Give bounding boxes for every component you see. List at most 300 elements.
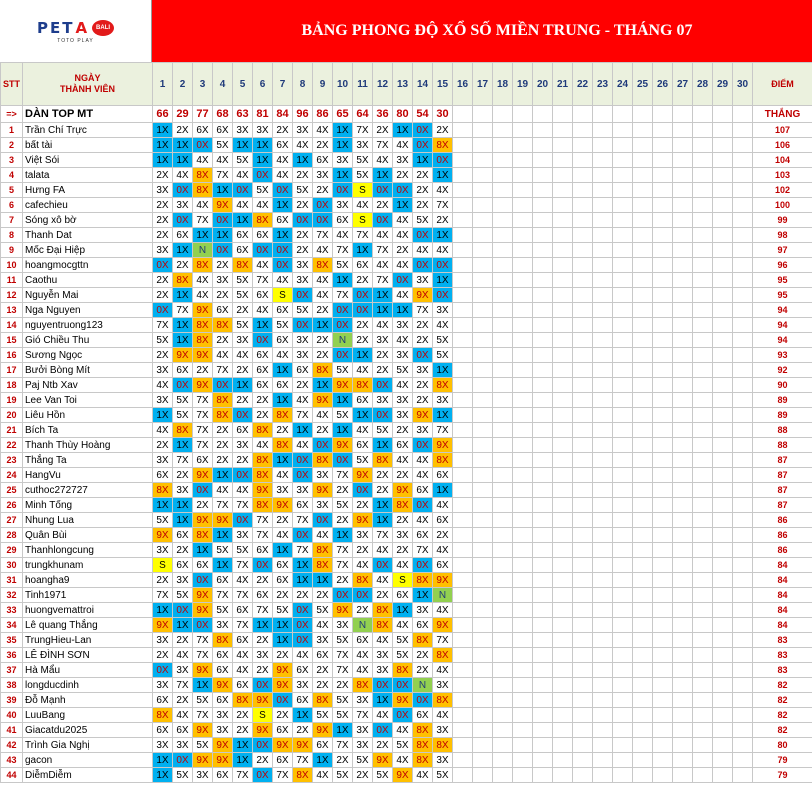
day-cell: 8X [313, 453, 333, 468]
day-cell [693, 708, 713, 723]
day-cell: 6X [353, 438, 373, 453]
day-cell: 2X [153, 228, 173, 243]
day-cell: 3X [153, 453, 173, 468]
day-cell: 1X [253, 138, 273, 153]
day-cell: 2X [373, 468, 393, 483]
day-cell [653, 723, 673, 738]
member-name: LuuBang [23, 708, 153, 723]
day-cell: 2X [373, 738, 393, 753]
day-cell [633, 453, 653, 468]
day-cell [513, 768, 533, 783]
day-cell [613, 768, 633, 783]
day-cell: 1X [153, 603, 173, 618]
day-cell: 2X [413, 648, 433, 663]
day-cell: 2X [233, 303, 253, 318]
row-stt: 30 [1, 558, 23, 573]
day-cell [693, 168, 713, 183]
day-cell: 6X [273, 558, 293, 573]
day-cell [673, 198, 693, 213]
day-cell: 5X [233, 273, 253, 288]
day-cell [733, 498, 753, 513]
day-cell: 3X [353, 138, 373, 153]
day-cell [693, 423, 713, 438]
row-score: 103 [753, 168, 812, 183]
day-cell: 5X [393, 363, 413, 378]
header-day-7: 7 [273, 63, 293, 106]
day-cell [493, 198, 513, 213]
day-cell: 6X [413, 483, 433, 498]
day-cell: 9X [273, 498, 293, 513]
day-cell: 6X [213, 768, 233, 783]
day-cell: 4X [353, 663, 373, 678]
day-cell [673, 573, 693, 588]
day-cell: 4X [373, 543, 393, 558]
row-stt: 41 [1, 723, 23, 738]
day-cell [693, 678, 713, 693]
day-cell [593, 483, 613, 498]
day-cell [653, 168, 673, 183]
day-cell: 2X [153, 348, 173, 363]
day-cell: 4X [353, 648, 373, 663]
day-cell: 4X [413, 453, 433, 468]
day-cell: 7X [193, 648, 213, 663]
day-cell: 7X [193, 393, 213, 408]
day-cell: 1X [233, 753, 253, 768]
summary-day-11: 64 [353, 106, 373, 123]
day-cell: 5X [373, 423, 393, 438]
day-cell [733, 318, 753, 333]
day-cell: 2X [153, 438, 173, 453]
day-cell [453, 153, 473, 168]
day-cell [593, 408, 613, 423]
day-cell [533, 468, 553, 483]
day-cell: 7X [173, 453, 193, 468]
day-cell [593, 753, 613, 768]
day-cell: 2X [413, 333, 433, 348]
day-cell [493, 453, 513, 468]
day-cell [633, 258, 653, 273]
day-cell: 2X [253, 408, 273, 423]
day-cell [733, 663, 753, 678]
day-cell [673, 663, 693, 678]
day-cell: 4X [393, 228, 413, 243]
day-cell: 7X [433, 633, 453, 648]
day-cell [533, 768, 553, 783]
day-cell [473, 288, 493, 303]
day-cell [473, 633, 493, 648]
day-cell: 7X [413, 543, 433, 558]
day-cell: 8X [353, 573, 373, 588]
day-cell [673, 738, 693, 753]
day-cell: 6X [173, 528, 193, 543]
day-cell [613, 438, 633, 453]
day-cell [493, 708, 513, 723]
day-cell [673, 228, 693, 243]
day-cell [553, 543, 573, 558]
day-cell: 5X [353, 753, 373, 768]
day-cell: 6X [173, 723, 193, 738]
table-row [1, 258, 812, 273]
row-score: 83 [753, 663, 812, 678]
day-cell: 0X [273, 243, 293, 258]
day-cell [533, 618, 553, 633]
row-score: 100 [753, 198, 812, 213]
day-cell: 4X [293, 438, 313, 453]
header-day-3: 3 [193, 63, 213, 106]
day-cell [713, 528, 733, 543]
row-score: 87 [753, 483, 812, 498]
day-cell: 9X [393, 768, 413, 783]
day-cell: 2X [153, 573, 173, 588]
day-cell: 2X [313, 138, 333, 153]
day-cell [733, 738, 753, 753]
day-cell: 2X [373, 483, 393, 498]
day-cell [533, 183, 553, 198]
day-cell [713, 348, 733, 363]
day-cell [613, 663, 633, 678]
day-cell [573, 168, 593, 183]
header-day-5: 5 [233, 63, 253, 106]
day-cell: 2X [273, 648, 293, 663]
day-cell [653, 123, 673, 138]
day-cell: 8X [433, 648, 453, 663]
day-cell [653, 648, 673, 663]
day-cell [513, 123, 533, 138]
member-name: Hà Mẩu [23, 663, 153, 678]
row-stt: 24 [1, 468, 23, 483]
day-cell [493, 318, 513, 333]
day-cell: 8X [433, 693, 453, 708]
day-cell: 5X [433, 333, 453, 348]
day-cell [673, 723, 693, 738]
row-stt: 27 [1, 513, 23, 528]
day-cell [673, 153, 693, 168]
day-cell [453, 303, 473, 318]
day-cell: 8X [253, 213, 273, 228]
row-score: 89 [753, 393, 812, 408]
table-row [1, 153, 812, 168]
day-cell [633, 273, 653, 288]
day-cell: 7X [333, 738, 353, 753]
header-score: ĐIỂM [753, 63, 812, 106]
day-cell: 8X [313, 363, 333, 378]
summary-day-19 [513, 106, 533, 123]
day-cell [673, 678, 693, 693]
day-cell: 1X [173, 498, 193, 513]
day-cell: 2X [373, 588, 393, 603]
table-row [1, 693, 812, 708]
day-cell: 1X [393, 603, 413, 618]
member-name: cuthoc272727 [23, 483, 153, 498]
day-cell: 3X [153, 363, 173, 378]
day-cell [513, 528, 533, 543]
logo-text-blue: PET [36, 18, 75, 37]
day-cell: 1X [313, 318, 333, 333]
day-cell [693, 603, 713, 618]
day-cell: 4X [273, 168, 293, 183]
day-cell: 1X [273, 453, 293, 468]
day-cell [593, 363, 613, 378]
day-cell [673, 588, 693, 603]
day-cell [533, 363, 553, 378]
day-cell [573, 408, 593, 423]
member-name: cafechieu [23, 198, 153, 213]
day-cell: 4X [213, 153, 233, 168]
day-cell: 2X [273, 423, 293, 438]
day-cell [613, 603, 633, 618]
day-cell [493, 738, 513, 753]
day-cell: 0X [173, 753, 193, 768]
day-cell [533, 123, 553, 138]
day-cell [453, 198, 473, 213]
day-cell: 8X [353, 678, 373, 693]
day-cell: 1X [293, 573, 313, 588]
day-cell: 2X [153, 288, 173, 303]
day-cell: 1X [173, 618, 193, 633]
day-cell [493, 573, 513, 588]
day-cell [593, 573, 613, 588]
day-cell [593, 168, 613, 183]
day-cell [573, 393, 593, 408]
day-cell: 4X [253, 303, 273, 318]
table-row [1, 378, 812, 393]
summary-day-10: 65 [333, 106, 353, 123]
day-cell: 4X [373, 573, 393, 588]
day-cell [493, 333, 513, 348]
day-cell: 0X [393, 273, 413, 288]
day-cell [733, 753, 753, 768]
day-cell: 5X [353, 168, 373, 183]
summary-day-9: 86 [313, 106, 333, 123]
day-cell: 1X [173, 288, 193, 303]
day-cell [693, 528, 713, 543]
day-cell: 9X [353, 468, 373, 483]
day-cell [493, 678, 513, 693]
day-cell: 2X [153, 198, 173, 213]
day-cell [613, 423, 633, 438]
day-cell: 7X [233, 588, 253, 603]
row-score: 79 [753, 753, 812, 768]
day-cell: 0X [413, 498, 433, 513]
day-cell: 0X [213, 243, 233, 258]
day-cell [593, 648, 613, 663]
day-cell: 3X [213, 723, 233, 738]
day-cell: 0X [413, 123, 433, 138]
day-cell [733, 708, 753, 723]
day-cell [553, 213, 573, 228]
day-cell: 8X [193, 528, 213, 543]
day-cell: 1X [373, 288, 393, 303]
day-cell [553, 483, 573, 498]
day-cell: 4X [313, 408, 333, 423]
page-title: BẢNG PHONG ĐỘ XỔ SỐ MIỀN TRUNG - THÁNG 07 [152, 0, 812, 62]
day-cell: 8X [253, 468, 273, 483]
day-cell [613, 183, 633, 198]
day-cell: 2X [253, 393, 273, 408]
day-cell [593, 183, 613, 198]
member-name: Đỗ Mạnh [23, 693, 153, 708]
day-cell: 7X [193, 213, 213, 228]
summary-day-22 [573, 106, 593, 123]
day-cell [513, 648, 533, 663]
day-cell: 5X [333, 693, 353, 708]
day-cell: 6X [233, 603, 253, 618]
row-stt: 28 [1, 528, 23, 543]
day-cell [553, 363, 573, 378]
day-cell [493, 633, 513, 648]
row-score: 83 [753, 648, 812, 663]
day-cell [693, 738, 713, 753]
header-day-12: 12 [373, 63, 393, 106]
day-cell: 9X [433, 438, 453, 453]
header-day-2: 2 [173, 63, 193, 106]
day-cell [453, 273, 473, 288]
day-cell: 1X [433, 273, 453, 288]
day-cell: 0X [433, 288, 453, 303]
header-day-11: 11 [353, 63, 373, 106]
day-cell [513, 273, 533, 288]
day-cell [633, 348, 653, 363]
day-cell: 3X [173, 573, 193, 588]
day-cell [573, 498, 593, 513]
day-cell [473, 273, 493, 288]
day-cell: 1X [213, 528, 233, 543]
day-cell [613, 678, 633, 693]
day-cell: 9X [253, 483, 273, 498]
day-cell: 2X [233, 708, 253, 723]
day-cell [733, 633, 753, 648]
day-cell [713, 603, 733, 618]
day-cell: 1X [193, 228, 213, 243]
day-cell: 8X [253, 423, 273, 438]
day-cell: 9X [293, 738, 313, 753]
day-cell [653, 153, 673, 168]
day-cell: 6X [213, 693, 233, 708]
day-cell [593, 588, 613, 603]
day-cell: 7X [333, 543, 353, 558]
day-cell [733, 198, 753, 213]
table-row [1, 468, 812, 483]
day-cell [653, 273, 673, 288]
row-stt: 3 [1, 153, 23, 168]
table-row [1, 423, 812, 438]
day-cell [653, 408, 673, 423]
member-name: TrungHieu-Lan [23, 633, 153, 648]
day-cell: 1X [273, 618, 293, 633]
member-name: talata [23, 168, 153, 183]
day-cell [613, 288, 633, 303]
day-cell [693, 333, 713, 348]
day-cell: 6X [273, 753, 293, 768]
day-cell [453, 393, 473, 408]
day-cell: 2X [293, 378, 313, 393]
day-cell [553, 348, 573, 363]
day-cell: 7X [373, 273, 393, 288]
day-cell [713, 453, 733, 468]
day-cell [633, 123, 653, 138]
day-cell [473, 483, 493, 498]
day-cell: 2X [353, 603, 373, 618]
day-cell: 5X [173, 588, 193, 603]
day-cell [653, 603, 673, 618]
day-cell: 3X [393, 318, 413, 333]
day-cell: 6X [173, 228, 193, 243]
table-row [1, 228, 812, 243]
row-stt: 42 [1, 738, 23, 753]
day-cell: 0X [413, 558, 433, 573]
day-cell [473, 768, 493, 783]
day-cell [733, 348, 753, 363]
day-cell: 6X [353, 258, 373, 273]
day-cell [613, 393, 633, 408]
day-cell [693, 618, 713, 633]
day-cell [673, 528, 693, 543]
day-cell: 4X [413, 468, 433, 483]
day-cell [713, 678, 733, 693]
day-cell: 8X [313, 693, 333, 708]
day-cell [633, 543, 653, 558]
day-cell: 6X [253, 288, 273, 303]
day-cell: 3X [353, 723, 373, 738]
row-score: 96 [753, 258, 812, 273]
day-cell [533, 693, 553, 708]
day-cell [533, 423, 553, 438]
day-cell [473, 168, 493, 183]
member-name: Mốc Đại Hiệp [23, 243, 153, 258]
day-cell: 8X [433, 738, 453, 753]
day-cell: 6X [273, 378, 293, 393]
day-cell [513, 333, 533, 348]
day-cell: 6X [253, 378, 273, 393]
day-cell [593, 723, 613, 738]
header-day-1: 1 [153, 63, 173, 106]
table-row [1, 588, 812, 603]
day-cell [473, 678, 493, 693]
day-cell [633, 243, 653, 258]
day-cell: 8X [373, 618, 393, 633]
day-cell [713, 183, 733, 198]
day-cell: 1X [193, 543, 213, 558]
day-cell: 6X [293, 663, 313, 678]
day-cell [553, 243, 573, 258]
day-cell: 8X [173, 423, 193, 438]
member-name: bất tài [23, 138, 153, 153]
day-cell [653, 183, 673, 198]
day-cell [673, 288, 693, 303]
header-day-28: 28 [693, 63, 713, 106]
day-cell [713, 483, 733, 498]
day-cell [473, 393, 493, 408]
day-cell [573, 213, 593, 228]
day-cell [493, 603, 513, 618]
day-cell: 9X [313, 723, 333, 738]
day-cell: 1X [153, 498, 173, 513]
day-cell [553, 498, 573, 513]
table-row [1, 138, 812, 153]
day-cell: 2X [413, 663, 433, 678]
day-cell [693, 318, 713, 333]
day-cell [613, 468, 633, 483]
day-cell: 6X [413, 618, 433, 633]
day-cell [613, 408, 633, 423]
day-cell [513, 453, 533, 468]
day-cell [473, 438, 493, 453]
day-cell: 6X [233, 228, 253, 243]
day-cell [673, 378, 693, 393]
day-cell: 2X [353, 768, 373, 783]
day-cell [493, 258, 513, 273]
header-day-9: 9 [313, 63, 333, 106]
